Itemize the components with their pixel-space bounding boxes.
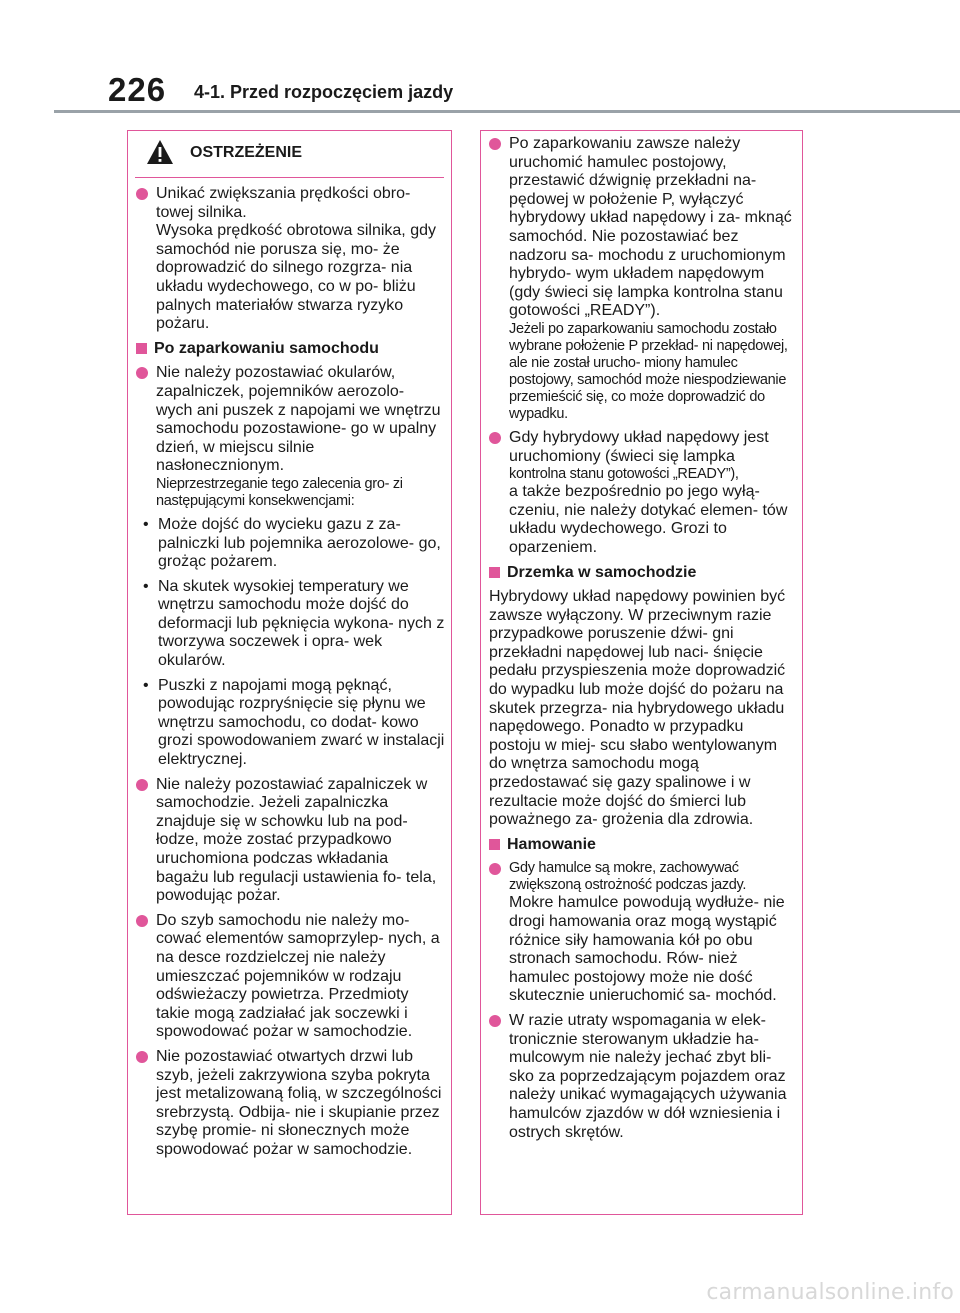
list-item (136, 364, 445, 510)
item-note: Nieprzestrzeganie tego zalecenia gro- zi następującymi konsekwencjami: (156, 475, 403, 509)
bullet-icon (136, 1051, 148, 1063)
square-bullet-icon (489, 567, 500, 578)
item-text: W razie utraty wspomagania w elek- tronicznie sterowanym układzie ha- mulcowym nie należy jechać zbyt bli- sko za poprzedzającym pojazdem oraz należy unikać wymagających używania hamulców zjazdów w dół wzniesienia i ostrych skrętów. (509, 1011, 787, 1141)
item-text: Nie należy pozostawiać zapalniczek w samochodzie. Jeżeli zapalniczka znajduje się w schowku lub na pod- łodze, może zostać przypadkowo uruchomiona podczas wkładania bagażu lub regulacji ustawienia fo- tela, powodując pożar. (156, 775, 437, 905)
subheading (489, 836, 796, 855)
item-text: Do szyb samochodu nie należy mo- cować elementów samoprzylep- nych, a na desce rozdzielczej nie należy umieszczać pojemników w rodzaju odświeżaczy powietrza. Przedmioty takie mogą zadziałać jak soczewki i spowodować pożar w samochodzie. (156, 911, 440, 1041)
warning-content (489, 135, 796, 1148)
warning-content (136, 185, 445, 1166)
warning-title: OSTRZEŻENIE (190, 144, 303, 161)
dot-list-item (136, 516, 445, 572)
bullet-icon (136, 779, 148, 791)
list-item (136, 912, 445, 1042)
dot-icon: • (143, 515, 149, 533)
square-bullet-icon (136, 343, 147, 354)
item-text: Może dojść do wycieku gazu z za- palniczki lub pojemnika aerozolowe- go, grożąc pożarem. (158, 515, 441, 571)
bullet-icon (136, 367, 148, 379)
bullet-icon (489, 863, 501, 875)
subheading (489, 564, 796, 583)
list-item (489, 1012, 796, 1142)
warning-box-continued (480, 130, 803, 1215)
warning-triangle-icon (145, 138, 175, 166)
item-text: Mokre hamulce powodują wydłuże- nie drogi hamowania oraz mogą wystąpić różnice siły hamowania kół po obu stronach samochodu. Rów- nież hamulec postojowy może nie dość skutecznie unieruchomić sa- mochód. (509, 894, 785, 1005)
item-note: kontrolna stanu gotowości „READY”), (509, 466, 739, 483)
item-note: Jeżeli po zaparkowaniu samochodu zostało wybrane położenie P przekład- ni napędowej, ale nie został urucho- miony hamulec postojowy, samochód może niespodziewanie przemieścić się, co może doprowadzić do wypadku. (509, 320, 788, 422)
list-item (489, 860, 796, 1006)
subheading-text: Po zaparkowaniu samochodu (154, 339, 379, 357)
item-note: Gdy hamulce są mokre, zachowywać zwiększoną ostrożność podczas jazdy. (509, 860, 747, 894)
paragraph: Hybrydowy układ napędowy powinien być zawsze wyłączony. W przeciwnym razie przypadkowe poruszenie dźwi- gni przekładni napędowej lub naci- śnięcie pedału przyspieszenia może doprowadzić do wypadku lub może dojść do pożaru na skutek przegrza- nia hybrydowego układu napędowego. Ponadto w przypadku postoju w miej- scu słabo wentylowanym do wnętrza samochodu mogą przedostawać się gazy spalinowe i w rezultacie może dojść do śmierci lub poważnego za- grożenia dla zdrowia. (489, 588, 786, 829)
bullet-icon (136, 188, 148, 200)
dot-icon: • (143, 676, 149, 694)
section-title: 4-1. Przed rozpoczęciem jazdy (194, 82, 454, 102)
square-bullet-icon (489, 839, 500, 850)
bullet-icon (136, 915, 148, 927)
warning-divider (135, 177, 444, 178)
list-item (136, 1048, 445, 1160)
bullet-icon (489, 138, 501, 150)
page-number: 226 (108, 71, 167, 108)
watermark: carmanualsonline.info (706, 1280, 954, 1305)
item-text: a także bezpośrednio po jego wyłą- czeniu, nie należy dotykać elemen- tów układu wydechowego. Grozi to oparzeniem. (509, 483, 788, 556)
bullet-icon (489, 1015, 501, 1027)
item-text: Puszki z napojami mogą pęknąć, powodując rozpryśnięcie się płynu we wnętrzu samochodu, co dodat- kowo grozi spowodowaniem zwarć w instalacji elektrycznej. (158, 676, 445, 769)
item-text: Nie należy pozostawiać okularów, zapalniczek, pojemników aerozolo- wych ani puszek z napojami we wnętrzu samochodu pozostawione- go w upalny dzień, w miejscu silnie nasłonecznionym. (156, 364, 441, 475)
item-body: Wysoka prędkość obrotowa silnika, gdy samochód nie porusza się, mo- że doprowadzić do silnego rozgrza- nia układu wydechowego, co w po- bliżu palnych materiałów stwarza ryzyko pożaru. (156, 222, 436, 333)
item-text: Unikać zwiększania prędkości obro- towej silnika. (156, 185, 411, 221)
subheading (136, 340, 445, 359)
subheading-text: Hamowanie (507, 835, 596, 853)
item-text: Na skutek wysokiej temperatury we wnętrzu samochodu może dojść do deformacji lub pęknięcia wykona- nych z tworzywa soczewek i opra- wek okularów. (158, 577, 445, 670)
header-divider (54, 110, 960, 113)
item-text: Gdy hybrydowy układ napędowy jest uruchomiony (świeci się lampka (509, 428, 769, 465)
list-item (489, 135, 796, 423)
bullet-icon (489, 432, 501, 444)
list-item (489, 429, 796, 558)
dot-icon: • (143, 577, 149, 595)
list-item (136, 185, 445, 334)
list-item (136, 776, 445, 906)
page-header (0, 0, 960, 120)
item-text: Nie pozostawiać otwartych drzwi lub szyb, jeżeli zakrzywiona szyba pokryta jest metalizowaną folią, w szczególności srebrzystą. Odbija- nie i skupianie przez szybę promie- ni słonecznych może spowodować pożar w samochodzie. (156, 1047, 442, 1158)
dot-list-item (136, 677, 445, 770)
item-text: Po zaparkowaniu zawsze należy uruchomić hamulec postojowy, przestawić dźwignię przekładni na- pędowej w położenie P, wyłączyć hybrydowy układ napędowy i za- mknąć samochód. Nie pozostawiać bez nadzoru sa- mochodu z uruchomionym hybrydo- wym układem napędowym (gdy świeci się lampka kontrolna stanu gotowości „READY”). (509, 135, 792, 320)
warning-header (128, 131, 451, 175)
warning-box (127, 130, 452, 1215)
dot-list-item (136, 578, 445, 671)
subheading-text: Drzemka w samochodzie (507, 563, 697, 581)
